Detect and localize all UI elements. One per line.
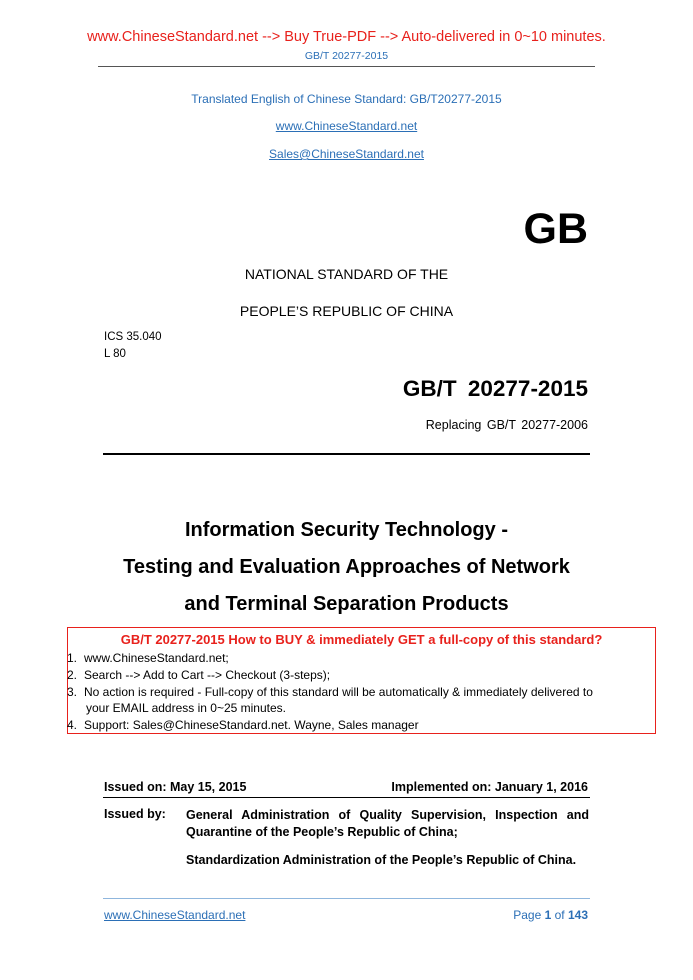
step-number: 1.	[67, 651, 78, 665]
page-prefix: Page	[513, 908, 545, 922]
footer-site-link[interactable]: www.ChineseStandard.net	[104, 908, 246, 922]
national-standard-line-2: PEOPLE’S REPUBLIC OF CHINA	[239, 303, 454, 319]
replacing-standard: Replacing GB/T 20277-2006	[425, 418, 588, 432]
top-banner: www.ChineseStandard.net --> Buy True-PDF --> Auto-delivered in 0~10 minutes.	[87, 29, 606, 45]
gb-logo: GB	[523, 205, 588, 253]
document-title-line-3: and Terminal Separation Products	[184, 593, 509, 615]
sales-email-link[interactable]: Sales@ChineseStandard.net	[269, 147, 424, 161]
purchase-info-title: GB/T 20277-2015 How to BUY & immediately GET a full-copy of this standard?	[120, 632, 603, 647]
issued-on-date: Issued on: May 15, 2015	[104, 780, 247, 794]
footer-divider	[103, 898, 590, 899]
purchase-step-3	[67, 685, 593, 699]
national-standard-line-1: NATIONAL STANDARD OF THE	[244, 266, 449, 282]
step-text: No action is required - Full-copy of this standard will be automatically & immediately delivered to	[84, 685, 593, 699]
step-number: 2.	[67, 668, 78, 682]
issuing-organization-1: General Administration of Quality Supervision, Inspection and Quarantine of the People’s Republic of China;	[186, 808, 589, 839]
step-number: 4.	[67, 718, 78, 732]
page-number	[513, 908, 588, 922]
purchase-step-1	[67, 651, 229, 665]
issuing-organization-2: Standardization Administration of the People’s Republic of China.	[186, 853, 577, 867]
ics-code: ICS 35.040	[104, 331, 162, 343]
step-text: www.ChineseStandard.net;	[84, 651, 229, 665]
document-title-line-2: Testing and Evaluation Approaches of Network	[123, 556, 570, 578]
cover-divider	[103, 453, 590, 455]
issue-divider	[103, 797, 590, 798]
implemented-on-date: Implemented on: January 1, 2016	[391, 780, 588, 794]
purchase-step-4	[67, 718, 419, 732]
step-text: Support: Sales@ChineseStandard.net. Wayne, Sales manager	[84, 718, 419, 732]
site-link[interactable]: www.ChineseStandard.net	[275, 119, 418, 133]
purchase-step-3-continued: your EMAIL address in 0~25 minutes.	[86, 701, 286, 715]
document-title-line-1: Information Security Technology -	[185, 519, 508, 541]
page-total: 143	[567, 908, 588, 922]
issued-by-label: Issued by:	[104, 807, 166, 821]
step-text: Search --> Add to Cart --> Checkout (3-steps);	[84, 668, 331, 682]
translated-notice: Translated English of Chinese Standard: GB/T20277-2015	[191, 92, 502, 106]
standard-number: GB/T 20277-2015	[402, 376, 588, 401]
page-middle: of	[551, 908, 568, 922]
ccs-code: L 80	[104, 348, 126, 360]
header-standard-code: GB/T 20277-2015	[304, 50, 389, 62]
header-divider	[98, 66, 595, 67]
page-current: 1	[544, 908, 552, 922]
step-number: 3.	[67, 685, 78, 699]
purchase-step-2	[67, 668, 330, 682]
